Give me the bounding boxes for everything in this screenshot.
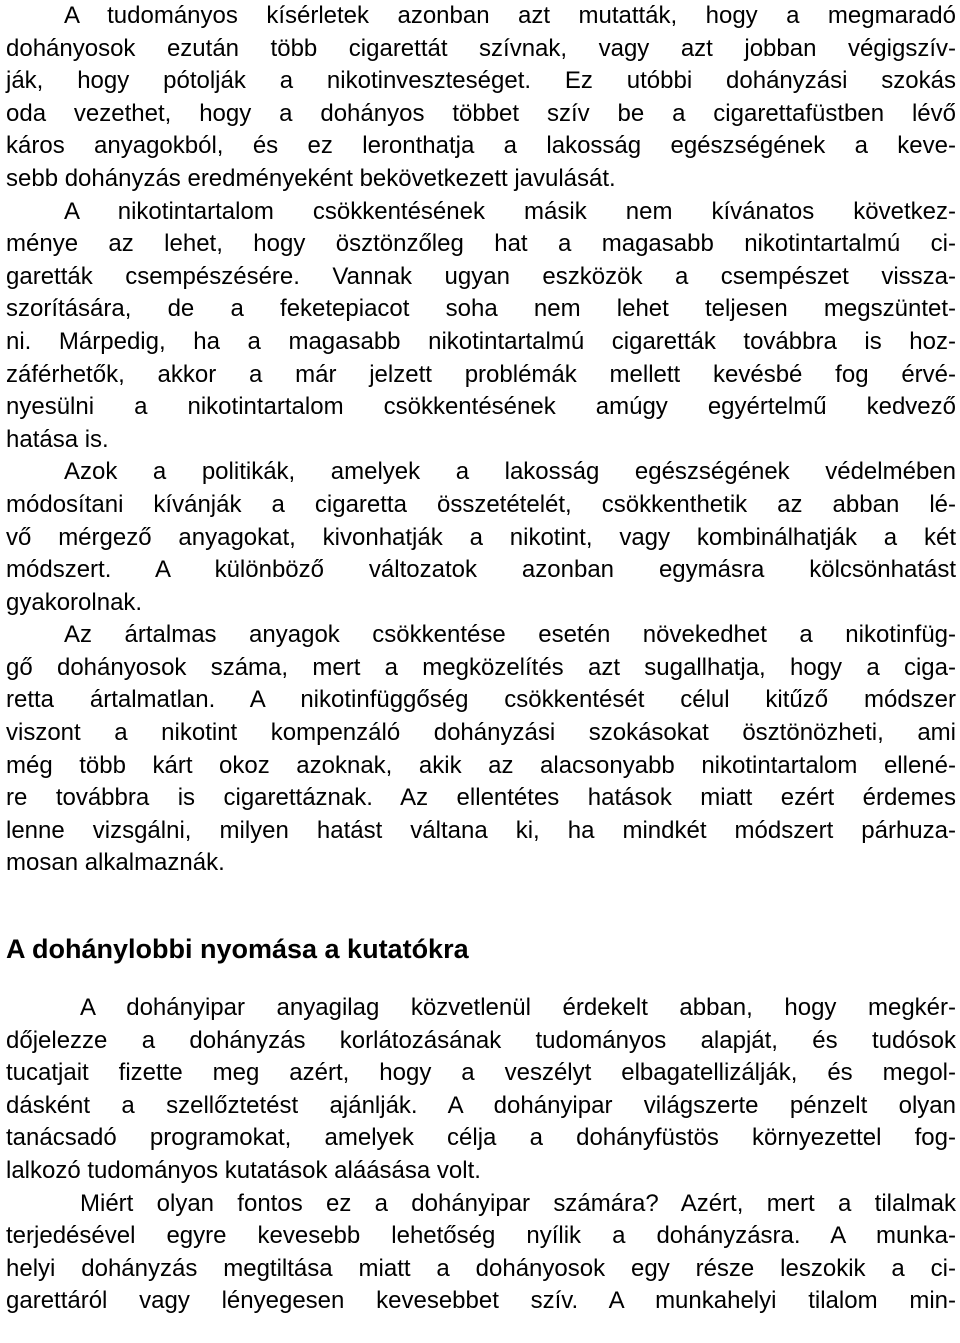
text-line: garetták csempészésére. Vannak ugyan eszközök a csempészet vissza- [6, 262, 956, 290]
paragraph [6, 0, 956, 196]
text-line: garettáról vagy lényegesen kevesebbet szív. A munkahelyi tilalom min- [6, 1287, 956, 1315]
text-line: helyi dohányzás megtiltása miatt a dohányosok egy része leszokik a ci- [6, 1254, 956, 1282]
text-line: még több kárt okoz azoknak, akik az alacsonyabb nikotintartalom ellené- [6, 751, 956, 779]
text-line: gyakorolnak. [6, 588, 143, 616]
text-line: viszont a nikotint kompenzáló dohányzási szokásokat ösztönözheti, ami [6, 719, 956, 747]
text-line: lenne vizsgálni, milyen hatást váltana ki, ha mindkét módszert párhuza- [6, 816, 956, 844]
text-line: záférhetők, akkor a már jelzett problémák mellett kevésbé fog érvé- [6, 360, 956, 388]
document-page [6, 0, 956, 1318]
text-line: re továbbra is cigarettáznak. Az ellentétes hatások miatt ezért érdemes [6, 784, 956, 812]
paragraph [6, 1188, 956, 1318]
text-line: Az ártalmas anyagok csökkentése esetén növekedhet a nikotinfüg- [64, 621, 956, 649]
text-line: ménye az lehet, hogy ösztönzőleg hat a magasabb nikotintartalmú ci- [6, 230, 956, 258]
text-line: tucatjait fizette meg azért, hogy a veszélyt elbagatellizálják, és megol- [6, 1059, 956, 1087]
text-line: retta ártalmatlan. A nikotinfüggőség csökkentését célul kitűző módszer [6, 686, 956, 714]
paragraph [6, 456, 956, 619]
text-line: módosítani kívánják a cigaretta összetételét, csökkenthetik az abban lé- [6, 490, 956, 518]
text-line: tanácsadó programokat, amelyek célja a dohányfüstös környezettel fog- [6, 1124, 956, 1152]
text-line: terjedésével egyre kevesebb lehetőség nyílik a dohányzásra. A munka- [6, 1222, 956, 1250]
text-line: gő dohányosok száma, mert a megközelítés azt sugallhatja, hogy a ciga- [6, 653, 956, 681]
text-line: Miért olyan fontos ez a dohányipar számára? Azért, mert a tilalmak [80, 1189, 956, 1217]
text-line: ják, hogy pótolják a nikotinveszteséget. Ez utóbbi dohányzási szokás [6, 67, 956, 95]
text-line: káros anyagokból, és ez leronthatja a lakosság egészségének a keve- [6, 132, 956, 160]
text-line: hatása is. [6, 425, 109, 453]
text-line: A tudományos kísérletek azonban azt mutatták, hogy a megmaradó [64, 2, 956, 29]
text-line: vő mérgező anyagokat, kivonhatják a nikotint, vagy kombinálhatják a két [6, 523, 956, 551]
text-line: mosan alkalmaznák. [6, 849, 225, 877]
text-line: A nikotintartalom csökkentésének másik nem kívánatos következ- [64, 197, 956, 225]
section-heading: A dohánylobbi nyomása a kutatókra [6, 934, 469, 965]
text-line: oda vezethet, hogy a dohányos többet szív be a cigarettafüstben lévő [6, 99, 956, 127]
text-line: A dohányipar anyagilag közvetlenül érdekelt abban, hogy megkér- [80, 994, 956, 1022]
text-line: dásként a szellőztetést ajánlják. A dohányipar világszerte pénzelt olyan [6, 1091, 956, 1119]
text-line: dőjelezze a dohányzás korlátozásának tudományos alapját, és tudósok [6, 1026, 956, 1054]
text-line: szorítására, de a feketepiacot soha nem lehet teljesen megszüntet- [6, 295, 956, 323]
text-line: nyesülni a nikotintartalom csökkentésének amúgy egyértelmű kedvező [6, 393, 956, 421]
text-line: dohányosok ezután több cigarettát szívnak, vagy azt jobban végigszív- [6, 34, 956, 62]
text-line: ni. Márpedig, ha a magasabb nikotintartalmú cigaretták továbbra is hoz- [6, 327, 956, 355]
paragraph [6, 196, 956, 457]
text-line: Azok a politikák, amelyek a lakosság egészségének védelmében [64, 458, 956, 486]
text-line: módszert. A különböző változatok azonban egymásra kölcsönhatást [6, 556, 956, 584]
paragraph [6, 992, 956, 1188]
text-line: sebb dohányzás eredményeként bekövetkezett javulását. [6, 164, 616, 192]
paragraph [6, 619, 956, 880]
text-line: lalkozó tudományos kutatások aláásása volt. [6, 1157, 481, 1184]
